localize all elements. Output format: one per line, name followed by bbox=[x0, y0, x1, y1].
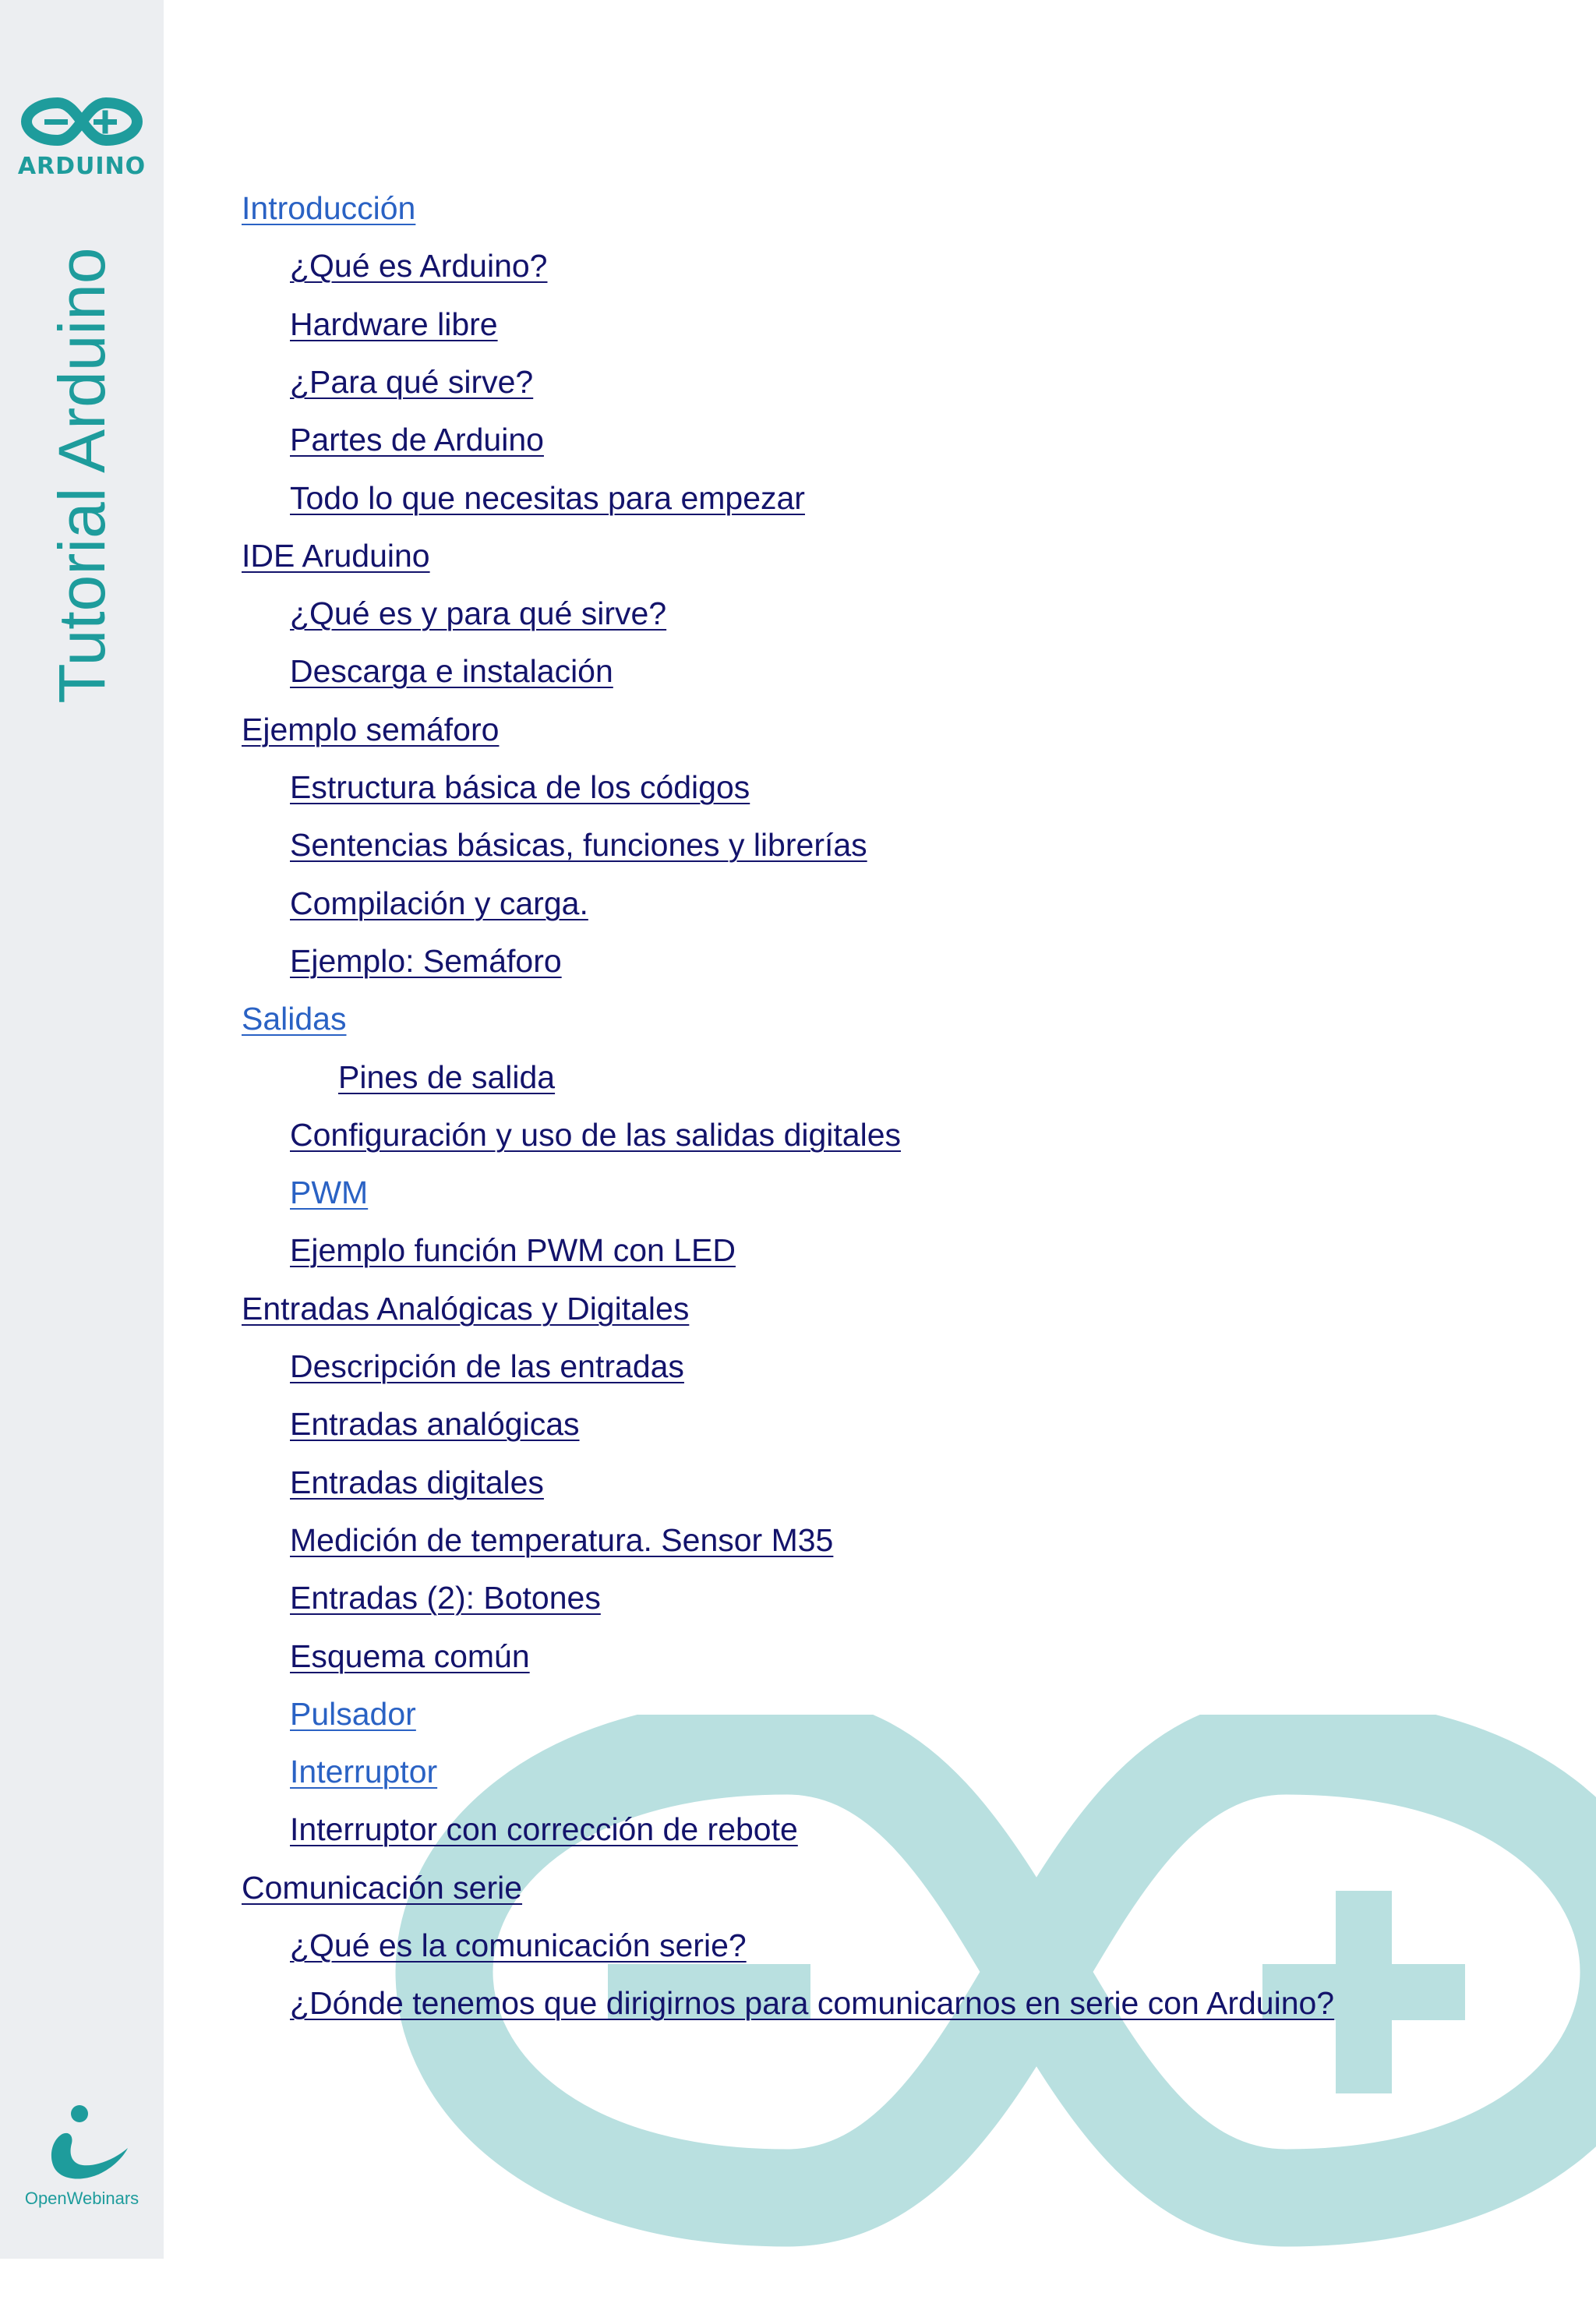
toc-link[interactable]: Interruptor bbox=[290, 1754, 438, 1789]
toc-link[interactable]: ¿Qué es la comunicación serie? bbox=[290, 1927, 747, 1963]
toc-link[interactable]: Compilación y carga. bbox=[290, 885, 588, 921]
openwebinars-text: OpenWebinars bbox=[24, 2189, 139, 2208]
toc-link[interactable]: Estructura básica de los códigos bbox=[290, 769, 750, 805]
toc-link[interactable]: Descripción de las entradas bbox=[290, 1348, 684, 1384]
logo-text: ARDUINO bbox=[17, 153, 147, 180]
toc-link[interactable]: Comunicación serie bbox=[242, 1870, 523, 1906]
toc-link[interactable]: Pines de salida bbox=[338, 1059, 556, 1095]
toc-link[interactable]: Descarga e instalación bbox=[290, 653, 613, 689]
arduino-logo bbox=[17, 92, 147, 185]
openwebinars-logo bbox=[16, 2097, 148, 2213]
toc-link[interactable]: Todo lo que necesitas para empezar bbox=[290, 480, 805, 516]
toc-link[interactable]: Introducción bbox=[242, 190, 416, 226]
toc-link[interactable]: ¿Dónde tenemos que dirigirnos para comunicarnos en serie con Arduino? bbox=[290, 1985, 1335, 2021]
toc-link[interactable]: Entradas analógicas bbox=[290, 1406, 580, 1442]
toc-link[interactable]: Pulsador bbox=[290, 1696, 416, 1732]
toc-link[interactable]: ¿Para qué sirve? bbox=[290, 364, 534, 400]
toc-link[interactable]: Esquema común bbox=[290, 1638, 530, 1674]
toc-link[interactable]: Entradas (2): Botones bbox=[290, 1580, 601, 1616]
toc-link[interactable]: IDE Aruduino bbox=[242, 538, 430, 574]
openwebinars-icon bbox=[16, 2097, 148, 2186]
toc-link[interactable]: Medición de temperatura. Sensor M35 bbox=[290, 1522, 834, 1558]
sidebar-title: Tutorial Arduino bbox=[45, 247, 118, 704]
toc-link[interactable]: Hardware libre bbox=[290, 306, 498, 342]
toc-link[interactable]: Sentencias básicas, funciones y librerías bbox=[290, 827, 867, 863]
sidebar bbox=[0, 0, 164, 2259]
toc-link[interactable]: Entradas Analógicas y Digitales bbox=[242, 1291, 690, 1327]
toc-link[interactable]: Ejemplo función PWM con LED bbox=[290, 1232, 736, 1268]
toc-link[interactable]: PWM bbox=[290, 1175, 369, 1210]
toc-link[interactable]: Ejemplo: Semáforo bbox=[290, 943, 562, 979]
arduino-infinity-icon bbox=[17, 92, 147, 151]
toc-link[interactable]: ¿Qué es Arduino? bbox=[290, 248, 548, 284]
toc-link[interactable]: Ejemplo semáforo bbox=[242, 712, 500, 747]
toc-link[interactable]: ¿Qué es y para qué sirve? bbox=[290, 595, 667, 631]
toc-link[interactable]: Interruptor con corrección de rebote bbox=[290, 1811, 798, 1847]
toc-link[interactable]: Partes de Arduino bbox=[290, 422, 544, 458]
toc-link[interactable]: Configuración y uso de las salidas digitales bbox=[290, 1117, 902, 1153]
toc-link[interactable]: Entradas digitales bbox=[290, 1464, 544, 1500]
toc-link[interactable]: Salidas bbox=[242, 1001, 347, 1037]
